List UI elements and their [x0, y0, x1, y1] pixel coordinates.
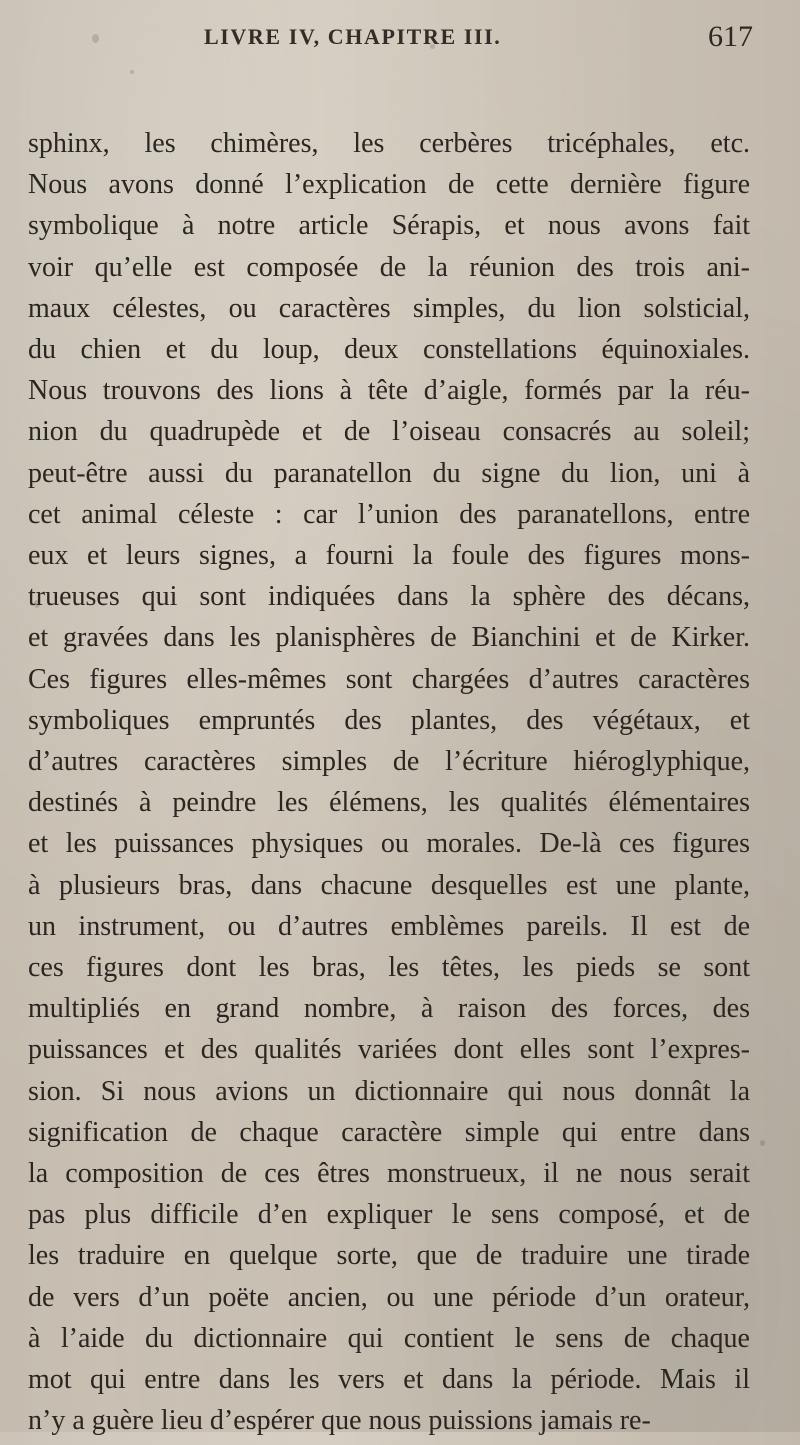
text-line: maux célestes, ou caractères simples, du lion solsticial,	[28, 292, 750, 324]
text-line: symbolique à notre article Sérapis, et nous avons fait	[28, 210, 750, 242]
text-line: Ces figures elles-mêmes sont chargées d’autres caractères	[28, 663, 750, 695]
text-line: la composition de ces êtres monstrueux, il ne nous serait	[28, 1158, 750, 1189]
text-line: les traduire en quelque sorte, que de traduire une tirade	[28, 1240, 750, 1272]
text-line: signification de chaque caractère simple qui entre dans	[28, 1116, 750, 1148]
text-line: n’y a guère lieu d’espérer que nous puissions jamais re-	[28, 1405, 651, 1437]
text-line: un instrument, ou d’autres emblèmes pareils. Il est de	[28, 910, 750, 942]
text-line: de vers d’un poëte ancien, ou une période d’un orateur,	[28, 1281, 750, 1313]
text-line: nion du quadrupède et de l’oiseau consacrés au soleil;	[28, 416, 750, 448]
text-line: puissances et des qualités variées dont elles sont l’expres-	[28, 1034, 750, 1066]
text-line: cet animal céleste : car l’union des paranatellons, entre	[28, 498, 750, 530]
text-line: et les puissances physiques ou morales. De-là ces figures	[28, 828, 750, 860]
text-line: à plusieurs bras, dans chacune desquelles est une plante,	[28, 869, 750, 901]
text-line: eux et leurs signes, a fourni la foule des figures mons-	[28, 540, 750, 571]
text-line: Nous avons donné l’explication de cette dernière figure	[28, 169, 750, 201]
text-line: sion. Si nous avions un dictionnaire qui nous donnât la	[28, 1075, 750, 1107]
text-line: Nous trouvons des lions à tête d’aigle, formés par la réu-	[28, 375, 750, 407]
text-line: peut-être aussi du paranatellon du signe du lion, uni à	[28, 457, 750, 489]
text-line: mot qui entre dans les vers et dans la période. Mais il	[28, 1364, 750, 1395]
text-line: d’autres caractères simples de l’écriture hiéroglyphique,	[28, 746, 750, 777]
text-line: et gravées dans les planisphères de Bianchini et de Kirker.	[28, 622, 750, 654]
running-head	[0, 18, 800, 58]
running-title: LIVRE IV, CHAPITRE III.	[204, 24, 502, 49]
text-line: destinés à peindre les élémens, les qualités élémentaires	[28, 787, 750, 819]
text-line: ces figures dont les bras, les têtes, les pieds se sont	[28, 952, 750, 983]
paper-speck	[430, 44, 435, 49]
text-line: trueuses qui sont indiquées dans la sphère des décans,	[28, 581, 750, 613]
paper-speck	[92, 34, 99, 43]
text-line: sphinx, les chimères, les cerbères tricéphales, etc.	[28, 128, 750, 159]
text-line: du chien et du loup, deux constellations équinoxiales.	[28, 334, 750, 365]
text-line: symboliques empruntés des plantes, des végétaux, et	[28, 704, 750, 736]
paper-speck	[34, 600, 40, 608]
paper-speck	[130, 70, 134, 74]
text-line: voir qu’elle est composée de la réunion des trois ani-	[28, 251, 750, 283]
paper-speck	[760, 1140, 765, 1146]
text-line: à l’aide du dictionnaire qui contient le sens de chaque	[28, 1322, 750, 1354]
text-line: pas plus difficile d’en expliquer le sens composé, et de	[28, 1199, 750, 1231]
page-number: 617	[708, 20, 753, 53]
text-line: multipliés en grand nombre, à raison des forces, des	[28, 993, 750, 1025]
